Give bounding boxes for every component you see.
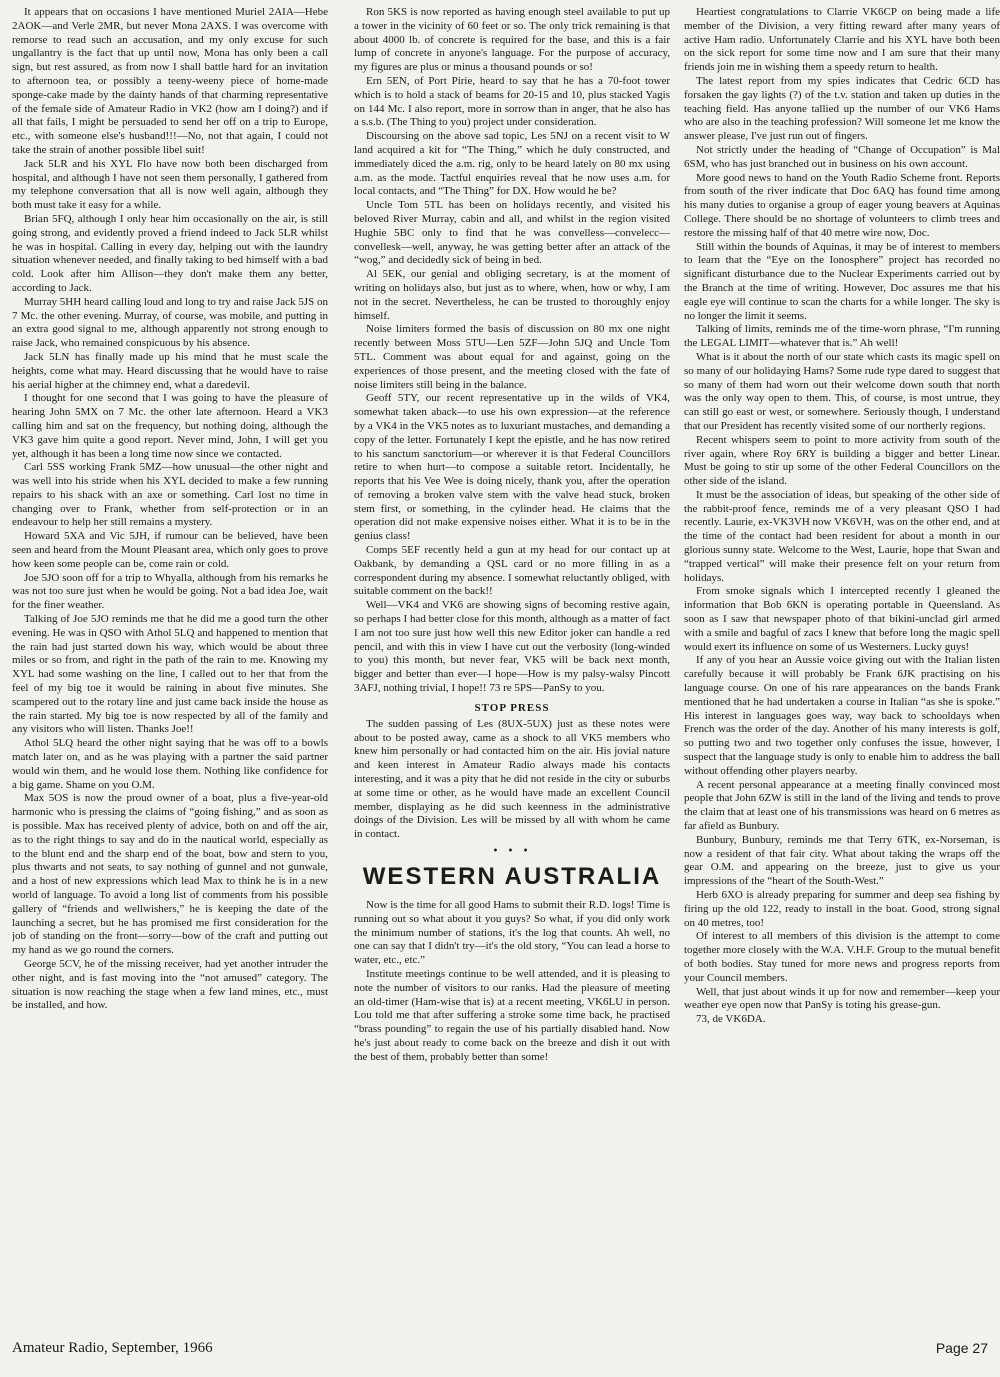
publication-title: Amateur Radio, September, 1966 xyxy=(12,1340,213,1356)
column-3 xyxy=(684,6,1000,1326)
paragraph: What is it about the north of our state which casts its magic spell on so many of our holidaying Hams? Some rude type dared to suggest that so many of them had worn out their welcome down south that north was the only way open to them. This, of course, is most untrue, they can still go east or west, or somewhere. Seriously though, I understand that our President has recently visited some of our northerly regions. xyxy=(684,350,1000,432)
paragraph: Al 5EK, our genial and obliging secretary, is at the moment of writing on holidays also, but just as to where, when, how or why, I am not in the secret. Nevertheless, he can be trusted to thoroughly enjoy himself. xyxy=(354,268,670,322)
stop-press-paragraph: The sudden passing of Les (8UX-5UX) just as these notes were about to be posted away, came as a shock to all VK5 members who knew him personally or had contacted him on the air. His jovial nature and keen interest in Amateur Radio always made his contacts interesting, and it was a pity that he did not reside in the city or suburbs at some time or other, as he would have made an excellent Council member, displaying as he did such keenness in the administrative doings of the Division. Les will be missed by all with whom he came in contact. xyxy=(354,717,670,841)
paragraph: 73, de VK6DA. xyxy=(696,1013,766,1026)
paragraph: Talking of limits, reminds me of the time-worn phrase, “I'm running the LEGAL LIMIT—whatever that is.” Ah well! xyxy=(684,323,1000,350)
paragraph: Noise limiters formed the basis of discussion on 80 mx one night recently between Moss 5TU—Len 5ZF—John 5JQ and Uncle Tom 5TL. Comment was about equal for and against, going on the experiences of those present, and the meeting closed with the fate of noise limiters still being in the balance. xyxy=(354,323,670,391)
paragraph: Talking of Joe 5JO reminds me that he did me a good turn the other evening. He was in QSO with Athol 5LQ and happened to mention that the rain had just started down his way, which would be about three miles or so from, and right in the path of the rain to me. Knowing my XYL had some washing on the line, I called out to her that from the feel of my big toe it would be raining in about five minutes. She scampered out to the rotary line and just came back inside the house as the rain started. My big toe is now respected by all of the family and any visitors who will listen. Thanks Joe!! xyxy=(12,613,328,736)
column-1 xyxy=(12,6,328,1326)
paragraph: More good news to hand on the Youth Radio Scheme front. Reports from south of the river indicate that Doc 6AQ has found time among his many duties to organise a group of eager young beavers at Aquinas College. There should be no shortage of volunteers to climb trees and restore the missing half of that 40 metre wire now, Doc. xyxy=(684,171,1000,239)
paragraph: From smoke signals which I intercepted recently I gleaned the information that Bob 6KN is operating portable in Queensland. As soon as I saw that newspaper photo of that bikini-unclad girl armed with a smile and bagful of zacs I knew that before long the magic spell would exert its influence on some of us Westerners. Lucky guys! xyxy=(684,585,1000,653)
paragraph: Max 5OS is now the proud owner of a boat, plus a five-year-old harmonic who is pressing the claims of “going fishing,” and as soon as is possible. Max has received plenty of advice, both on and off the air, as to the right things to say and do in the nautical world, especially as to the blunt end and the sharp end of the boat, bow and stern to you, plus thwarts and not seats, to say nothing of gunnel and not gunwale, and a host of new expressions which lead Max to think he is in a new world of language. To avoid a long list of comments from his possible gallery of “friends and wellwishers,” he is keeping the date of the launching a secret, but he has promised me first consideration for the job of standing on the front—sorry—bow of the craft and putting out my hand as we go round the corners. xyxy=(12,792,328,957)
section-divider: • • • xyxy=(492,846,532,858)
paragraph: Heartiest congratulations to Clarrie VK6CP on being made a life member of the Division, a very fitting reward after many years of active Ham radio. Unfortunately Clarrie and his XYL have both been on the sick report for some time now and I am sure that their many friends join me in wishing them a speedy return to health. xyxy=(684,6,1000,74)
paragraph: Ron 5KS is now reported as having enough steel available to put up a tower in the vicinity of 60 feet or so. The only trick remaining is that about 4000 lb. of concrete is required for the base, and this is a fair lump of concrete in anyone's language. For the purpose of accuracy, my figures are plus or minus a thousand pounds or so! xyxy=(354,6,670,74)
paragraph: Howard 5XA and Vic 5JH, if rumour can be believed, have been seen and heard from the Mount Pleasant area, which only goes to prove how keen some people can be, come rain or cold. xyxy=(12,530,328,570)
paragraph: Still within the bounds of Aquinas, it may be of interest to members to learn that the “Eye on the Ionosphere” project has recorded no significant disturbance due to the Nuclear Experiments carried out by the Branch at the time of writing. However, Doc assures me that his eagle eye will continue to scan the charts for a while longer. The sky is no longer the limit it seems. xyxy=(684,240,1000,322)
paragraph: Comps 5EF recently held a gun at my head for our contact up at Oakbank, by demanding a QSL card or no more filling in as a correspondent during my absence. I somewhat reluctantly obliged, with suitable comment on the back!! xyxy=(354,544,670,598)
paragraph: Recent whispers seem to point to more activity from south of the river again, where Roy 6RY is building a bigger and better Linear. Must be going to stir up some of the other Federal Councillors on the other side of the island. xyxy=(684,433,1000,488)
section-heading: WESTERN AUSTRALIA xyxy=(362,863,662,891)
paragraph: Carl 5SS working Frank 5MZ—how unusual—the other night and was well into his stride when his XYL decided to make a few running repairs to his shack with an axe or something. Carl lost no time in changing over to Frank, whether from self-protection or in an endeavour to help her still remains a mystery. xyxy=(12,461,328,529)
paragraph: George 5CV, he of the missing receiver, had yet another intruder the other night, and is fast moving into the “not amused” category. The situation is now reaching the stage when a few land mines, etc., must be installed, and how. xyxy=(12,957,328,1012)
paragraph: Of interest to all members of this division is the attempt to come together more closely with the W.A. V.H.F. Group to the mutual benefit of both bodies. Stay tuned for more news and progress reports from your Council members. xyxy=(684,930,1000,984)
article-columns xyxy=(12,6,1000,1326)
western-australia-paragraph: Now is the time for all good Hams to submit their R.D. logs! Time is running out so what about it you guys? So what, if you did only work the minimum number of stations, it's the log that counts. Ah well, no one can say that I didn't try—it's the old story, “You can lead a horse to water, etc., etc.” xyxy=(354,899,670,967)
column-2 xyxy=(354,6,670,1326)
paragraph: Athol 5LQ heard the other night saying that he was off to a bowls match later on, and as he was playing with a partner the said partner would win them, and he would lose them. Nothing like confidence for a big game. Shame on you O.M. xyxy=(12,737,328,791)
paragraph: Well—VK4 and VK6 are showing signs of becoming restive again, so perhaps I had better close for this month, although as a matter of fact I am not too sure just how well this new Editor joker can handle a red pencil, and with this in view I have cut out the verbosity (long-winded to you) this month, but never fear, VK5 will be back next month, bigger and better than ever—I hope—How is my palsy-walsy Pincott 3AFJ, nothing trivial, I hope!! 73 re 5PS—PanSy to you. xyxy=(354,599,670,695)
paragraph: Joe 5JO soon off for a trip to Whyalla, although from his remarks he was not too sure just when he would be going. Not a bad idea Joe, wait for the finer weather. xyxy=(12,571,328,612)
paragraph: Brian 5FQ, although I only hear him occasionally on the air, is still going strong, and evidently proved a friend indeed to Jack 5LR whilst he was in hospital. Calling in every day, helping out with the laundry situation whenever needed, and finally taking to bed himself with a bad cold. Look after him Allison—they don't make them any better, according to Jack. xyxy=(12,212,328,294)
paragraph: Herb 6XO is already preparing for summer and deep sea fishing by firing up the old 122, ready to install in the boat. Good, strong signal on 40 metres, too! xyxy=(684,889,1000,929)
paragraph: Not strictly under the heading of “Change of Occupation” is Mal 6SM, who has just branched out in business on his own account. xyxy=(684,143,1000,170)
paragraph: It appears that on occasions I have mentioned Muriel 2AIA—Hebe 2AOK—and Verle 2MR, but never Mona 2AXS. I was overcome with remorse to read such an accusation, and my only excuse for such ungallantry is the fact that up until now, Mona has only been a call sign, but rest assured, as from now I shall battle hard for an invitation to afternoon tea, or possibly a teeny-weeny piece of home-made sponge-cake made by the dainty hands of that charming representative of the female side of Amateur Radio in VK2 (how am I doing?) and if all that fails, I might be persuaded to send her off on a trip to Europe, etc., with someone else's husband!!!—No, not that again, I could not take the strain of another possible libel suit! xyxy=(12,6,328,156)
page-footer xyxy=(12,1340,988,1364)
paragraph: Discoursing on the above sad topic, Les 5NJ on a recent visit to W land acquired a kit for “The Thing,” which he duly constructed, and immediately diced the a.m. rig, only to be heard lately on 80 mx using a.m. as the mode. Tactful enquiries reveal that he now uses a.m. for local contacts, and “The Thing” for DX. How would he be? xyxy=(354,130,670,198)
paragraph: I thought for one second that I was going to have the pleasure of hearing John 5MX on 7 Mc. the other late afternoon. Heard a VK3 calling him and sat on the frequency, but nothing doing, although the VK3 gave him quite a good report. Never mind, John, I will get you yet, although it has been a long time now since we contacted. xyxy=(12,392,328,460)
paragraph: Murray 5HH heard calling loud and long to try and raise Jack 5JS on 7 Mc. the other evening. Murray, of course, was mobile, and putting in an extra good signal to me, although apparently not strong enough to raise Jack, who remained conspicuous by his absence. xyxy=(12,295,328,350)
paragraph: If any of you hear an Aussie voice giving out with the Italian listen carefully because it will probably be Frank 6JK practising on his language course. On one of his rare appearances on the bands Frank mentioned that he had undertaken a course in Italian “as she is spoke.” His interest in languages goes way, way back to schooldays when French was the order of the day. Another of his many interests is golf, so putting two and two together only confuses the issue, however, I suspect that the language study is only to enable him to address the ball without offending other players nearby. xyxy=(684,654,1000,777)
paragraph: Well, that just about winds it up for now and remember—keep your weather eye open now that PanSy is toting his grease-gun. xyxy=(684,985,1000,1012)
paragraph: Geoff 5TY, our recent representative up in the wilds of VK4, somewhat taken aback—to use his own expression—at the reference by a VK4 in the VK5 notes as to luxuriant mustaches, and demanding a copy of the letter. Fortunately I kept the epistle, and he has now retired to his sanctum sanctorium—or wherever it is that Federal Councillors retire to when hurt—to compose a suitable retort. Incidentally, he reports that his Vee Wee is doing nicely, thank you, after the operation of removing a broken valve stem with the valve head stuck, broken stem first, or something, in the cylinder head. He claims that the operation did not make expensive noises either. What it is to be in the genius class! xyxy=(354,392,670,543)
stop-press-heading: STOP PRESS xyxy=(474,701,550,714)
paragraph: It must be the association of ideas, but speaking of the other side of the rabbit-proof fence, reminds me of a very pleasant QSO I had recently. Laurie, ex-VK3VH now VK6VH, was on the other end, and at the time of the contact had been resident for about a month in our glorious sunny state. Welcome to the West, Laurie, hope that Swan and “trapped vertical” will make their presence felt on your return from holidays. xyxy=(684,488,1000,584)
paragraph: The latest report from my spies indicates that Cedric 6CD has forsaken the gay lights (?) of the t.v. station and taken up duties in the teaching field. Has anyone tallied up the number of our VK6 Hams who are also in the teaching profession? Will someone let me know the answer please, I've just run out of fingers. xyxy=(684,74,1000,143)
paragraph: Ern 5EN, of Port Pirie, heard to say that he has a 70-foot tower which is to hold a stack of beams for 20-15 and 10, plus stacked Yagis on 144 Mc. I also report, more in sorrow than in anger, that he also has a s.s.b. (The Thing to you) project under consideration. xyxy=(354,74,670,129)
paragraph: Uncle Tom 5TL has been on holidays recently, and visited his beloved River Murray, cabin and all, and whilst in the region visited Hughie 5BC only to find that he was convelless—convelecc—convellesk—well, anyway, he was getting better after an attack of the “wog,” and decidedly sick of being in bed. xyxy=(354,199,670,267)
western-australia-paragraph: Institute meetings continue to be well attended, and it is pleasing to note the number of visitors to our ranks. Had the pleasure of meeting an old-timer (Ham-wise that is) at a recent meeting, VK6LU in person. Lou told me that after suffering a stroke some time back, he practised “brass pounding” to regain the use of his partially disabled hand. Now he's just about ready to come back on the breeze and dish it out with the best of them, probably better than some! xyxy=(354,968,670,1063)
paragraph: Jack 5LR and his XYL Flo have now both been discharged from hospital, and although I have not seen them personally, I gathered from my telephone conversation that all is now well again, although they both must take it easy for a while. xyxy=(12,157,328,212)
page-number: Page 27 xyxy=(935,1340,988,1356)
paragraph: Bunbury, Bunbury, reminds me that Terry 6TK, ex-Norseman, is now a resident of that fair city. What about taking the wraps off the gear O.M. and appearing on the breeze, just to give us your impressions of the “heart of the South-West.” xyxy=(684,833,1000,888)
paragraph: A recent personal appearance at a meeting finally convinced most people that John 6ZW is still in the land of the living and tends to prove the claim that at least one of his transmissions was heard on 6 metres as far afield as Bunbury. xyxy=(684,778,1000,833)
paragraph: Jack 5LN has finally made up his mind that he must scale the heights, come what may. Heard discussing that he would have to raise his aerial higher at the chimney end, what a daredevil. xyxy=(12,350,328,391)
